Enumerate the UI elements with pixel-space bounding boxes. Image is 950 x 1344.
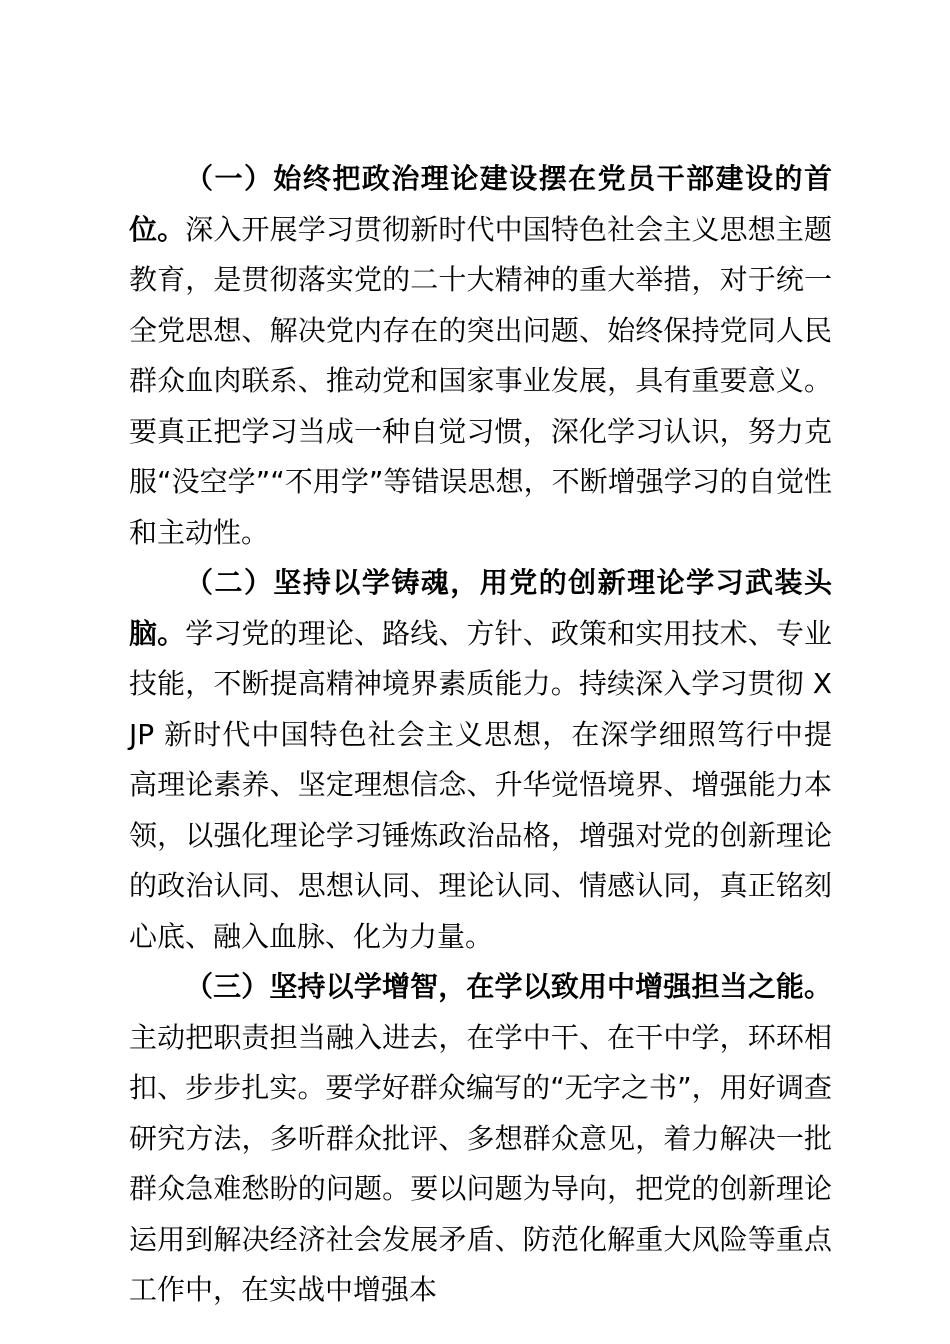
paragraph-1-heading: （一）始终把政治理论建设摆在党员干部建设的首位。 [129,162,832,246]
paragraph-2-heading: （二）坚持以学铸魂，用党的创新理论学习武装头脑。 [129,566,832,650]
paragraph-1 [129,154,832,558]
paragraph-3 [129,962,832,1316]
document-body [129,154,832,1316]
paragraph-3-text: 主动把职责担当融入进去，在学中干、在干中学，环环相扣、步步扎实。要学好群众编写的“无字之书”，用好调查研究方法，多听群众批评、多想群众意见，着力解决一批群众急难愁盼的问题。要以问题为导向，把党的创新理论运用到解决经济社会发展矛盾、防范化解重大风险等重点工作中，在实战中增强本 [129,1020,832,1306]
paragraph-2-text: 学习党的理论、路线、方针、政策和实用技术、专业技能，不断提高精神境界素质能力。持续深入学习贯彻 XJP 新时代中国特色社会主义思想，在深学细照笃行中提高理论素养、坚定理想信念、升华觉悟境界、增强能力本领，以强化理论学习锤炼政治品格，增强对党的创新理论的政治认同、思想认同、理论认同、情感认同，真正铭刻心底、融入血脉、化为力量。 [129,616,832,953]
paragraph-2 [129,558,832,962]
paragraph-1-text: 深入开展学习贯彻新时代中国特色社会主义思想主题教育，是贯彻落实党的二十大精神的重大举措，对于统一全党思想、解决党内存在的突出问题、始终保持党同人民群众血肉联系、推动党和国家事业发展，具有重要意义。要真正把学习当成一种自觉习惯，深化学习认识，努力克服“没空学”“不用学”等错误思想，不断增强学习的自觉性和主动性。 [129,212,832,549]
paragraph-3-heading: （三）坚持以学增智，在学以致用中增强担当之能。 [185,970,832,1003]
